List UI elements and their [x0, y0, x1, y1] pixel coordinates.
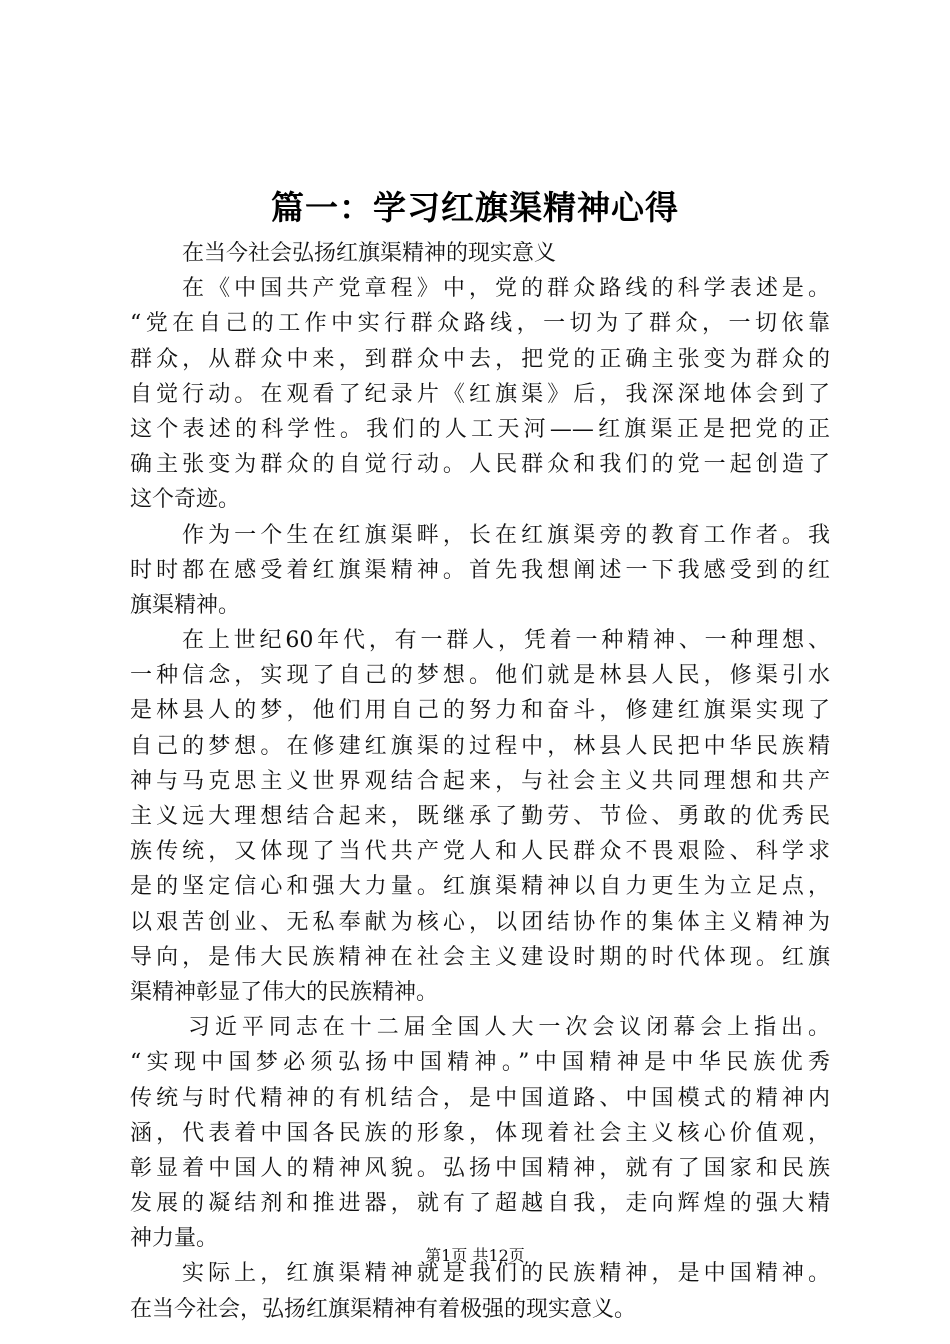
body-line: 旗渠精神。 [130, 592, 241, 618]
body-line: 以艰苦创业、无私奉献为核心，以团结协作的集体主义精神为 [130, 909, 830, 935]
body-line: 自己的梦想。在修建红旗渠的过程中，林县人民把中华民族精 [130, 733, 830, 759]
body-line: 族传统，又体现了当代共产党人和人民群众不畏艰险、科学求 [130, 839, 830, 865]
body-line: 涵，代表着中国各民族的形象，体现着社会主义核心价值观， [130, 1120, 830, 1146]
body-line: 作为一个生在红旗渠畔，长在红旗渠旁的教育工作者。我 [182, 522, 830, 548]
body-line: 在当今社会，弘扬红旗渠精神有着极强的现实意义。 [130, 1296, 637, 1322]
body-line: 彰显着中国人的精神风貌。弘扬中国精神，就有了国家和民族 [130, 1155, 830, 1181]
body-line: 神与马克思主义世界观结合起来，与社会主义共同理想和共产 [130, 768, 830, 794]
body-line: 渠精神彰显了伟大的民族精神。 [130, 979, 439, 1005]
body-line: 时时都在感受着红旗渠精神。首先我想阐述一下我感受到的红 [130, 557, 830, 583]
body-line: 导向，是伟大民族精神在社会主义建设时期的时代体现。红旗 [130, 944, 830, 970]
body-line: 一种信念，实现了自己的梦想。他们就是林县人民，修渠引水 [130, 663, 830, 689]
document-title: 篇一：学习红旗渠精神心得 [271, 188, 679, 227]
body-line: 这个奇迹。 [130, 487, 241, 513]
document-body [130, 236, 830, 1327]
body-line: “实现中国梦必须弘扬中国精神。”中国精神是中华民族优秀 [130, 1050, 830, 1076]
page-footer: 第1页 共12页 [425, 1246, 525, 1265]
body-line: 习近平同志在十二届全国人大一次会议闭幕会上指出。 [188, 1015, 830, 1041]
body-line: 群众，从群众中来，到群众中去，把党的正确主张变为群众的 [130, 346, 830, 372]
body-line: 发展的凝结剂和推进器，就有了超越自我，走向辉煌的强大精 [130, 1191, 830, 1217]
body-line: 是林县人的梦，他们用自己的努力和奋斗，修建红旗渠实现了 [130, 698, 830, 724]
body-line: 在《中国共产党章程》中，党的群众路线的科学表述是。 [182, 276, 830, 302]
body-line: 在上世纪60年代，有一群人，凭着一种精神、一种理想、 [182, 628, 830, 654]
body-line: 确主张变为群众的自觉行动。人民群众和我们的党一起创造了 [130, 452, 830, 478]
body-line: 在当今社会弘扬红旗渠精神的现实意义 [182, 241, 557, 266]
body-line: 神力量。 [130, 1226, 219, 1252]
body-line: “党在自己的工作中实行群众路线，一切为了群众，一切依靠 [130, 311, 830, 337]
body-line: 自觉行动。在观看了纪录片《红旗渠》后，我深深地体会到了 [130, 381, 830, 407]
body-line: 是的坚定信心和强大力量。红旗渠精神以自力更生为立足点， [130, 874, 830, 900]
body-line: 主义远大理想结合起来，既继承了勤劳、节俭、勇敢的优秀民 [130, 804, 830, 829]
body-line: 传统与时代精神的有机结合，是中国道路、中国模式的精神内 [130, 1085, 830, 1111]
body-line: 实际上，红旗渠精神就是我们的民族精神，是中国精神。 [182, 1261, 830, 1287]
body-line: 这个表述的科学性。我们的人工天河——红旗渠正是把党的正 [130, 416, 830, 442]
